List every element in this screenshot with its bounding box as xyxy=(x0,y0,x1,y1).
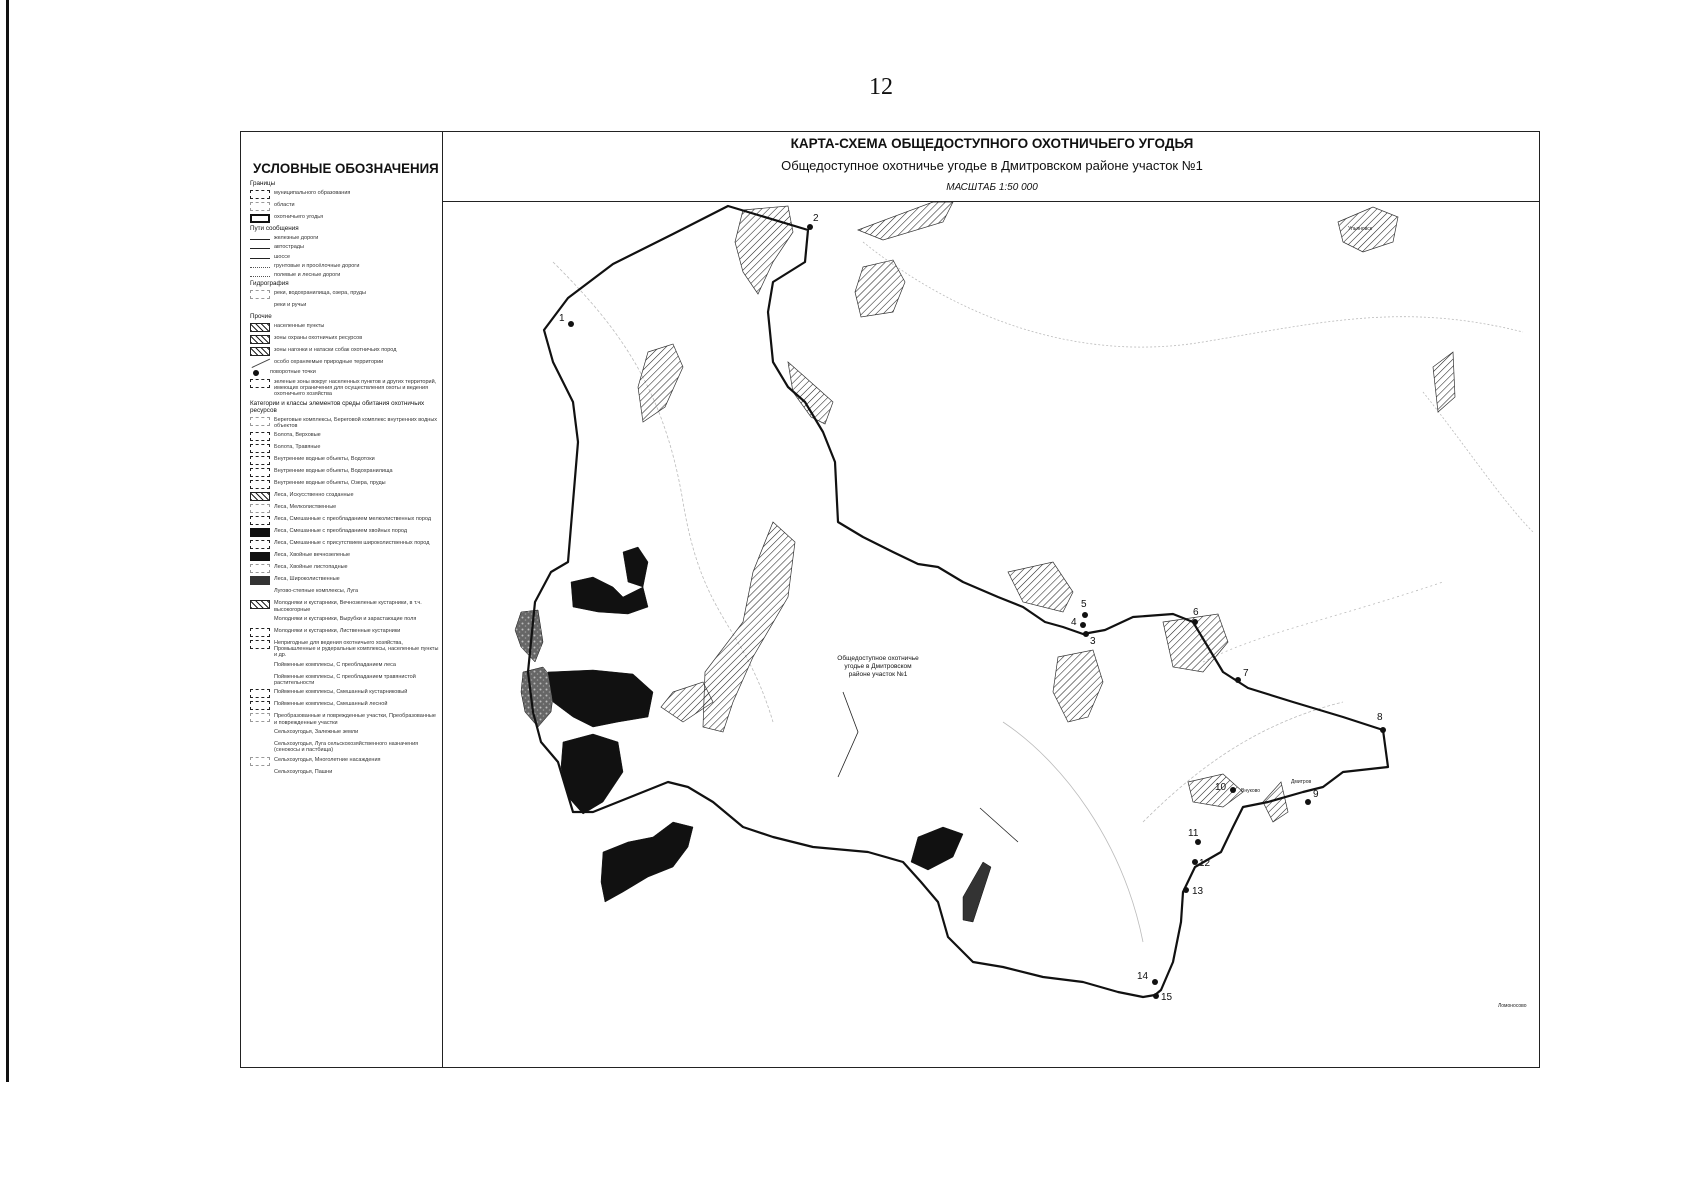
legend-item xyxy=(250,359,442,365)
stream-line xyxy=(980,808,1018,842)
legend-swatch xyxy=(250,528,270,537)
place-label: Ульяновск xyxy=(1348,226,1372,232)
legend-swatch xyxy=(250,741,270,750)
legend-item-label: Внутренние водные объекты, Озера, пруды xyxy=(274,480,386,487)
legend-item-label: населенные пункты xyxy=(274,323,325,330)
hatched-area xyxy=(858,202,953,240)
legend-swatch xyxy=(250,290,270,299)
legend-item-label: зоны охраны охотничьих ресурсов xyxy=(274,335,363,342)
legend-item-label: зеленые зоны вокруг населенных пунктов и других территорий, имеющих ограничения для осуществления охоты и ведения охотничьего хозяйства xyxy=(274,378,437,398)
turning-point-marker xyxy=(1230,787,1236,793)
legend-item xyxy=(250,272,442,278)
turning-point-label: 14 xyxy=(1137,971,1149,982)
legend-swatch xyxy=(250,302,270,311)
legend-item-label: Пойменные комплексы, Смешанный лесной xyxy=(274,701,388,708)
turning-point-label: 6 xyxy=(1193,607,1199,618)
legend-item xyxy=(250,323,442,332)
turning-point-marker xyxy=(1380,727,1386,733)
turning-point-label: 13 xyxy=(1192,886,1204,897)
legend-item-label: Леса, Смешанные с преобладанием хвойных пород xyxy=(274,528,408,535)
turning-point-marker xyxy=(1153,993,1159,999)
legend-swatch xyxy=(250,444,270,453)
legend-item xyxy=(250,552,442,561)
turning-point-label: 3 xyxy=(1090,636,1096,647)
turning-point-label: 15 xyxy=(1161,992,1173,1003)
area-label-line: Общедоступное охотничье xyxy=(837,655,919,662)
legend-item-label: Леса, Искусственно созданные xyxy=(274,492,354,499)
legend-swatch xyxy=(250,456,270,465)
place-label: Внуково xyxy=(1241,788,1261,794)
legend-item xyxy=(250,202,442,211)
place-label: Дмитров xyxy=(1291,779,1312,785)
page-number: 12 xyxy=(869,74,893,100)
forest-area xyxy=(963,862,991,922)
legend-swatch xyxy=(250,335,270,344)
turning-point-marker xyxy=(1083,631,1089,637)
hatched-area xyxy=(703,522,795,732)
legend-swatch xyxy=(250,576,270,585)
legend-item-label: Леса, Смешанные с преобладанием мелколиственных пород xyxy=(274,516,432,523)
area-label-line: районе участок №1 xyxy=(848,671,908,678)
area-label-line: угодье в Дмитровском xyxy=(844,663,912,670)
legend-swatch xyxy=(250,323,270,332)
legend-swatch xyxy=(250,628,270,637)
legend-item xyxy=(250,347,442,356)
forest-area xyxy=(601,822,693,902)
legend-item xyxy=(250,701,442,710)
legend-item-label: Внутренние водные объекты, Водотоки xyxy=(274,456,375,463)
legend-section-heading: Категории и классы элементов среды обитания охотничьих ресурсов xyxy=(250,399,425,414)
map-subtitle: Общедоступное охотничье угодье в Дмитровском районе участок №1 xyxy=(781,158,1203,173)
legend-item xyxy=(250,302,442,311)
turning-point-marker xyxy=(1192,619,1198,625)
legend-swatch xyxy=(250,552,270,561)
legend-item-label: Преобразованные и поврежденные участки, Преобразованные и поврежденные участки xyxy=(274,713,436,726)
legend-item xyxy=(250,616,442,625)
legend-item-label: Береговые комплексы, Береговой комплекс внутренних водных объектов xyxy=(274,416,438,429)
legend-panel xyxy=(241,132,443,1067)
place-labels xyxy=(1241,226,1527,1009)
legend-item xyxy=(250,662,442,671)
legend-item xyxy=(250,729,442,738)
legend-item xyxy=(250,492,442,501)
legend-item-label: Молодняки и кустарники, Вечнозеленые кустарники, в т.ч. высокогорные xyxy=(274,600,422,613)
legend-item-label: зоны нагонки и натаски собак охотничьих пород xyxy=(274,347,397,354)
legend-item xyxy=(250,588,442,597)
legend-swatch xyxy=(250,214,270,223)
legend-item-label: охотничьего угодья xyxy=(274,214,324,220)
legend-item xyxy=(250,432,442,441)
map-scale: МАСШТАБ 1:50 000 xyxy=(946,182,1038,193)
turning-point-marker xyxy=(1305,799,1311,805)
legend-item-label: автострады xyxy=(274,244,304,251)
turning-point-marker xyxy=(1195,839,1201,845)
legend-item xyxy=(250,689,442,698)
legend-swatch xyxy=(250,355,270,368)
legend-swatch xyxy=(250,729,270,738)
turning-point-marker xyxy=(1152,979,1158,985)
legend-item-label: грунтовые и просёлочные дороги xyxy=(274,262,360,269)
forest-area xyxy=(548,670,653,727)
legend-swatch xyxy=(250,769,270,778)
forest-area xyxy=(623,547,648,587)
legend-swatch xyxy=(250,662,270,671)
legend-item xyxy=(250,190,442,199)
legend-swatch xyxy=(250,263,270,268)
legend-item-label: поворотные точки xyxy=(270,368,316,375)
legend-swatch xyxy=(250,244,270,249)
legend-swatch xyxy=(250,379,270,388)
legend-item-label: Лугово-степные комплексы, Луга xyxy=(274,588,359,595)
turning-point-marker xyxy=(1082,612,1088,618)
legend-item xyxy=(250,379,442,398)
legend-item-label: Сельхозугодья, Залежные земли xyxy=(274,728,359,735)
legend-item-label: Леса, Широколиственные xyxy=(274,576,340,583)
legend-item-label: Непригодные для ведения охотничьего хозяйства, Промышленные и рудеральные комплексы, населенные пункты и др. xyxy=(274,639,439,659)
legend-swatch xyxy=(250,701,270,710)
hatched-area xyxy=(735,206,793,294)
legend-item xyxy=(250,757,442,766)
legend-swatch xyxy=(250,616,270,625)
legend-item-label: шоссе xyxy=(274,253,291,260)
legend-swatch xyxy=(250,540,270,549)
legend-item-label: Пойменные комплексы, Смешанный кустарниковый xyxy=(274,689,408,696)
legend-title: УСЛОВНЫЕ ОБОЗНАЧЕНИЯ xyxy=(253,160,439,176)
legend-list xyxy=(241,180,442,778)
legend-item-label: Леса, Хвойные листопадные xyxy=(274,564,348,571)
turning-point-label: 12 xyxy=(1199,858,1211,869)
turning-point-marker xyxy=(1183,887,1189,893)
legend-swatch xyxy=(250,190,270,199)
legend-item xyxy=(250,564,442,573)
turning-point-label: 9 xyxy=(1313,789,1319,800)
legend-item xyxy=(250,674,442,687)
legend-item-label: Болота, Верховые xyxy=(274,432,321,439)
legend-item-label: Сельхозугодья, Луга сельскохозяйственного назначения (сенокосы и пастбища) xyxy=(274,740,419,754)
legend-item-label: реки, водохранилища, озера, пруды xyxy=(274,290,366,297)
legend-item xyxy=(250,516,442,525)
legend-item xyxy=(250,769,442,778)
hatched-areas xyxy=(638,202,1455,822)
turning-point-marker xyxy=(1235,677,1241,683)
legend-item xyxy=(250,640,442,659)
stream-line xyxy=(838,692,858,777)
legend-item xyxy=(250,290,442,299)
legend-item xyxy=(250,214,442,223)
legend-item xyxy=(250,417,442,430)
map-title: КАРТА-СХЕМА ОБЩЕДОСТУПНОГО ОХОТНИЧЬЕГО УГОДЬЯ xyxy=(790,136,1194,151)
legend-swatch xyxy=(250,689,270,698)
hatched-area xyxy=(638,344,683,422)
turning-point-label: 2 xyxy=(813,213,819,224)
legend-item xyxy=(250,369,442,376)
hunting-ground-boundary xyxy=(528,206,1388,997)
legend-item xyxy=(250,540,442,549)
legend-item-label: железные дороги xyxy=(274,235,319,241)
legend-swatch xyxy=(250,480,270,489)
turning-point-marker xyxy=(1080,622,1086,628)
legend-item xyxy=(250,628,442,637)
legend-item-label: реки и ручьи xyxy=(274,302,307,309)
legend-item-label: Леса, Мелколиственные xyxy=(274,504,337,511)
turning-point-label: 4 xyxy=(1071,617,1077,628)
legend-swatch xyxy=(250,504,270,513)
legend-item xyxy=(250,335,442,344)
map-frame xyxy=(240,131,1540,1068)
legend-item-label: Сельхозугодья, Пашни xyxy=(274,768,333,775)
legend-section-heading: Границы xyxy=(250,180,276,187)
legend-item xyxy=(250,254,442,260)
legend-item xyxy=(250,504,442,513)
turning-point-marker xyxy=(807,224,813,230)
legend-item xyxy=(250,263,442,269)
turning-point-label: 7 xyxy=(1243,668,1249,679)
area-label xyxy=(837,654,919,678)
legend-swatch xyxy=(250,272,270,277)
turning-point-marker xyxy=(1192,859,1198,865)
forest-area xyxy=(911,827,963,870)
legend-item-label: Пойменные комплексы, С преобладанием леса xyxy=(274,661,396,668)
legend-swatch xyxy=(250,674,270,683)
turning-point-label: 1 xyxy=(559,313,565,324)
legend-section-heading: Гидрография xyxy=(250,280,289,288)
hatched-area xyxy=(855,260,905,317)
legend-item-label: Молодняки и кустарники, Вырубки и зарастающие поля xyxy=(274,615,417,622)
legend-swatch xyxy=(250,757,270,766)
legend-item xyxy=(250,480,442,489)
legend-section-heading: Прочие xyxy=(250,313,272,321)
legend-item xyxy=(250,456,442,465)
place-label: Ломоносово xyxy=(1498,1003,1527,1009)
legend-swatch xyxy=(250,417,270,426)
legend-item-label: полевые и лесные дороги xyxy=(274,272,341,279)
legend-item-label: Пойменные комплексы, С преобладанием травянистой растительности xyxy=(274,673,416,687)
hatched-area xyxy=(1053,650,1103,722)
legend-section-heading: Пути сообщения xyxy=(250,225,299,232)
legend-item-label: области xyxy=(274,202,295,208)
hatched-area xyxy=(1433,352,1455,412)
turning-point-marker xyxy=(568,321,574,327)
legend-item xyxy=(250,244,442,250)
legend-swatch xyxy=(253,370,259,376)
legend-swatch xyxy=(250,713,270,722)
turning-point-label: 11 xyxy=(1188,828,1199,839)
legend-swatch xyxy=(250,640,270,649)
legend-item-label: Леса, Смешанные с присутствием широколиственных пород xyxy=(274,540,430,547)
legend-item-label: Молодняки и кустарники, Лиственные кустарники xyxy=(274,627,401,634)
legend-item-label: Сельхозугодья, Многолетние насаждения xyxy=(274,756,381,763)
legend-item xyxy=(250,600,442,613)
legend-swatch xyxy=(250,202,270,211)
legend-swatch xyxy=(250,254,270,259)
legend-swatch xyxy=(250,468,270,477)
turning-point-label: 5 xyxy=(1081,599,1087,610)
legend-item-label: Болота, Травяные xyxy=(274,444,321,451)
legend-item xyxy=(250,235,442,241)
legend-item xyxy=(250,468,442,477)
legend-item-label: Внутренние водные объекты, Водохранилища xyxy=(274,468,393,475)
legend-item-label: особо охраняемые природные территории xyxy=(274,359,384,366)
legend-item xyxy=(250,713,442,726)
legend-item-label: муниципального образования xyxy=(274,190,351,196)
legend-item xyxy=(250,741,442,754)
legend-item-label: Леса, Хвойные вечнозеленые xyxy=(274,552,351,559)
legend-swatch xyxy=(250,492,270,501)
legend-swatch xyxy=(250,235,270,240)
turning-point-label: 8 xyxy=(1377,712,1383,723)
turning-point-label: 10 xyxy=(1215,782,1227,793)
page-left-edge xyxy=(6,0,9,1082)
legend-swatch xyxy=(250,516,270,525)
legend-item xyxy=(250,576,442,585)
legend-swatch xyxy=(250,432,270,441)
legend-swatch xyxy=(250,600,270,609)
legend-item xyxy=(250,528,442,537)
legend-swatch xyxy=(250,564,270,573)
legend-item xyxy=(250,444,442,453)
map-svg xyxy=(443,202,1539,1068)
legend-swatch xyxy=(250,588,270,597)
map-canvas xyxy=(443,201,1539,1067)
